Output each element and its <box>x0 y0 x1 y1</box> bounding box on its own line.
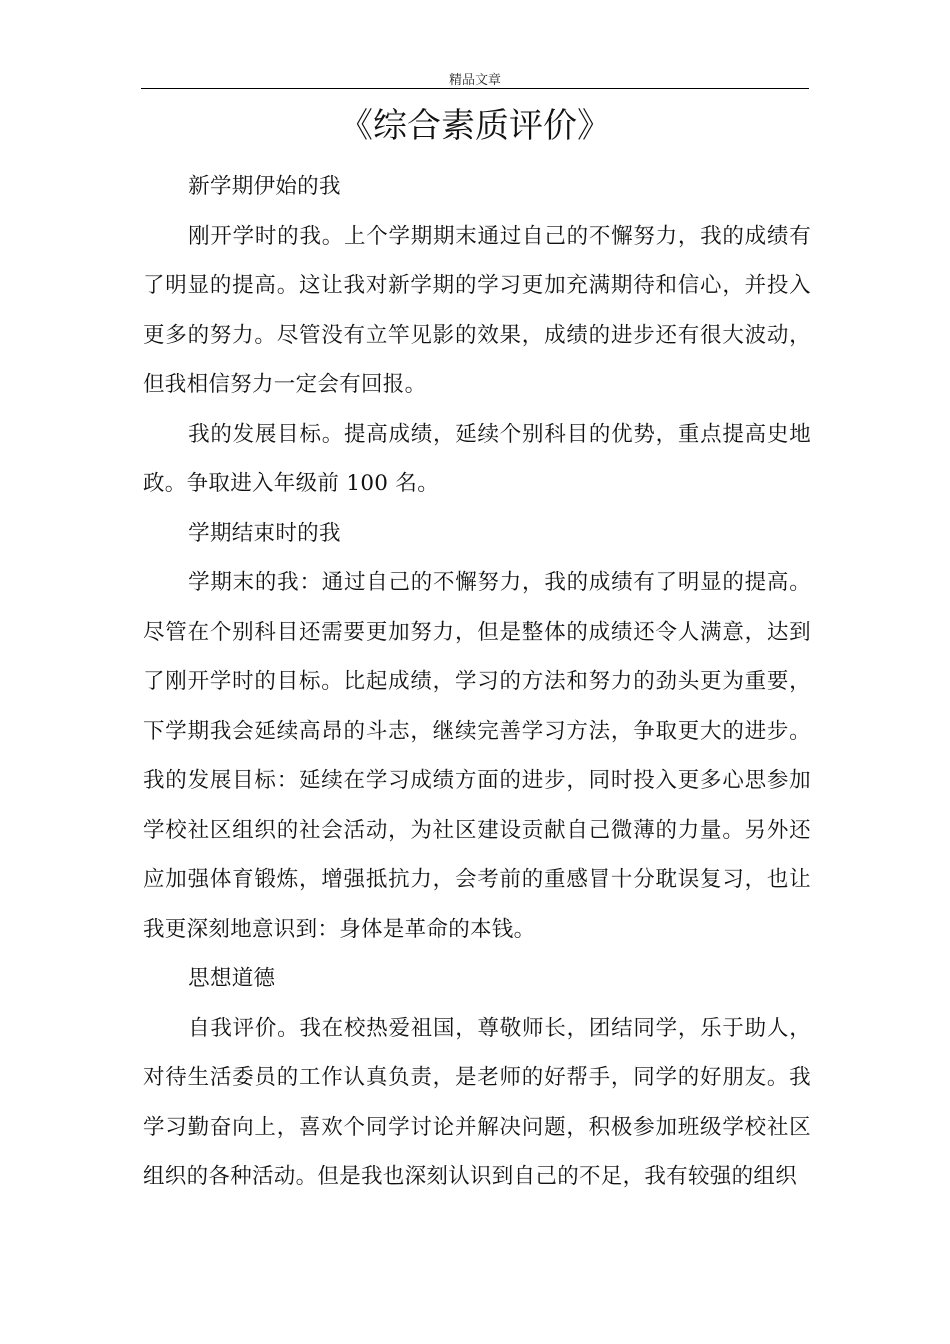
page-header-label: 精品文章 <box>448 73 501 88</box>
paragraph-start-of-semester: 刚开学时的我。上个学期期末通过自己的不懈努力，我的成绩有了明显的提高。这让我对新学期的学习更加充满期待和信心，并投入更多的努力。尽管没有立竿见影的效果，成绩的进步还有很大波动，但我相信努力一定会有回报。 <box>143 223 811 397</box>
paragraph-development-goal: 我的发展目标。提高成绩，延续个别科目的优势，重点提高史地政。争取进入年级前 100 名。 <box>143 421 811 496</box>
document-body <box>143 162 811 1202</box>
section-heading-moral-character: 思想道德 <box>188 966 276 991</box>
document-title: 《综合素质评价》 <box>339 106 611 146</box>
header-divider <box>141 88 809 89</box>
section-heading-new-semester: 新学期伊始的我 <box>188 174 341 199</box>
paragraph-self-evaluation: 自我评价。我在校热爱祖国，尊敬师长，团结同学，乐于助人，对待生活委员的工作认真负责，是老师的好帮手，同学的好朋友。我学习勤奋向上，喜欢个同学讨论并解决问题，积极参加班级学校社区组织的各种活动。但是我也深刻认识到自己的不足，我有较强的组织 <box>143 1015 811 1189</box>
paragraph-end-of-semester: 学期末的我：通过自己的不懈努力，我的成绩有了明显的提高。尽管在个别科目还需要更加努力，但是整体的成绩还令人满意，达到了刚开学时的目标。比起成绩，学习的方法和努力的劲头更为重要，下学期我会延续高昂的斗志，继续完善学习方法，争取更大的进步。我的发展目标：延续在学习成绩方面的进步，同时投入更多心思参加学校社区组织的社会活动，为社区建设贡献自己微薄的力量。另外还应加强体育锻炼，增强抵抗力，会考前的重感冒十分耽误复习，也让我更深刻地意识到：身体是革命的本钱。 <box>143 570 811 942</box>
section-heading-end-of-semester: 学期结束时的我 <box>188 520 341 546</box>
